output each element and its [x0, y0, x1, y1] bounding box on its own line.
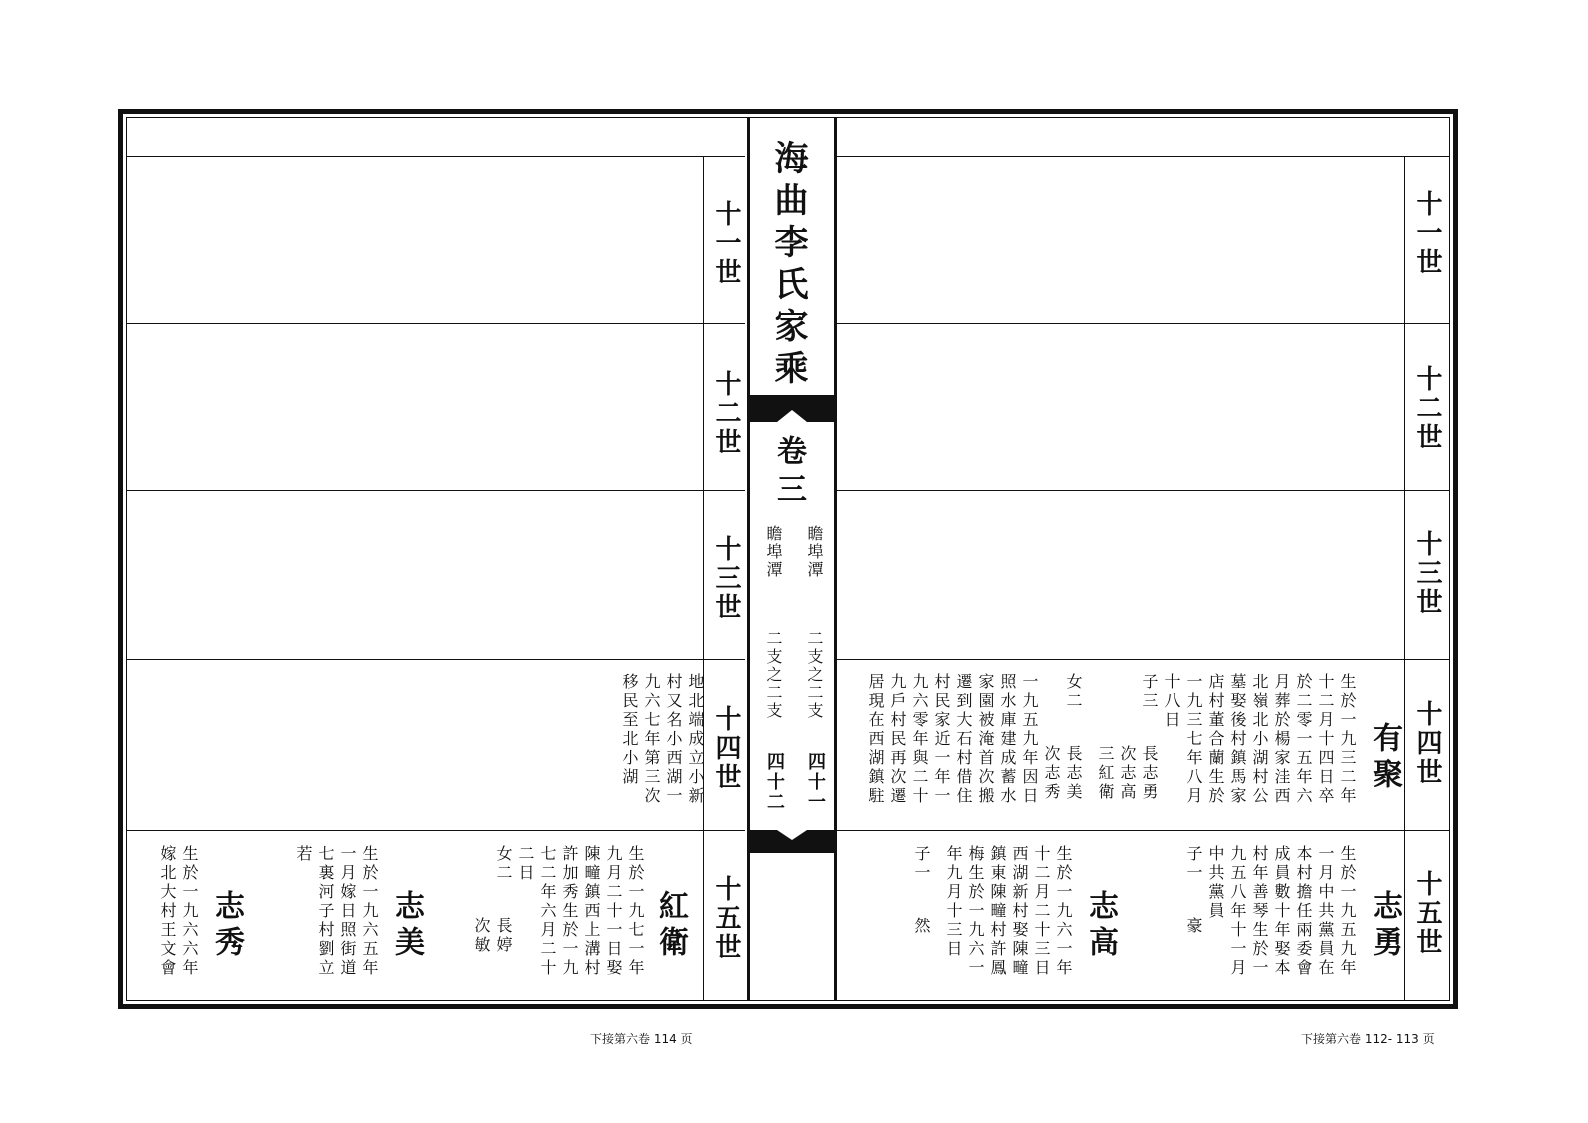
bio-line: 於二零一五年六 [1294, 673, 1313, 806]
bio-line: 十二月十四日卒 [1316, 673, 1335, 806]
bio-line: 一月嫁日照街道 [338, 845, 357, 978]
bio-line: 七裏河子村劉立 [316, 845, 335, 978]
note-line: 九六七年第三次 [642, 673, 661, 806]
volume-label: 卷三 [771, 435, 806, 511]
bio-line: 村年善琴生於一 [1250, 845, 1269, 978]
bio-line: 生於一九六六年 [180, 845, 199, 978]
bio-line: 本村擔任兩委會 [1294, 845, 1313, 978]
note-line: 九戶村民再次遷 [888, 673, 907, 806]
person-name-zhigao: 志高 [1083, 890, 1118, 962]
left-rule-15 [127, 830, 745, 831]
bio-line: 嫁北大村王文會 [158, 845, 177, 978]
bio-line: 鎮東陳疃村許鳳 [988, 845, 1007, 978]
note-line: 村又名小西湖一 [664, 673, 683, 806]
left-gen-label-13: 十三世 [711, 535, 741, 622]
bio-line: 若 [294, 845, 313, 864]
left-gen-label-11: 十一世 [711, 200, 741, 287]
bio-line: 店村董合蘭生於 [1206, 673, 1225, 806]
left-rule-12 [127, 323, 745, 324]
right-gen-column-rule [1404, 156, 1405, 1000]
child-name: 次敏 [472, 917, 491, 955]
note-line: 遷到大石村借住 [954, 673, 973, 806]
right-gen-label-14: 十四世 [1412, 700, 1442, 787]
children-label: 子一 [1184, 845, 1203, 883]
bio-line: 許加秀生於一九 [560, 845, 579, 978]
left-gen-label-15: 十五世 [711, 875, 741, 962]
child-name: 長志勇 [1140, 745, 1159, 802]
branch-name-left: 瞻埠潭 [764, 525, 783, 579]
children-label: 女二 [494, 845, 513, 883]
person-name-youju: 有聚 [1367, 722, 1402, 794]
right-header-rule [837, 156, 1449, 157]
right-gen-label-13: 十三世 [1412, 530, 1442, 617]
right-gen-label-15: 十五世 [1412, 870, 1442, 957]
child-name: 三紅衛 [1096, 745, 1115, 802]
footer-left-continuation: 下接第六卷 114 页 [590, 1032, 693, 1046]
child-name: 長婷 [494, 917, 513, 955]
person-name-zhixiu: 志秀 [209, 890, 244, 962]
bio-line: 二日 [516, 845, 535, 883]
left-gen-column-rule [703, 156, 704, 1000]
sub-branch-left: 二支之二支 [764, 630, 783, 720]
spine-right-border [834, 117, 837, 1001]
right-gen-label-12: 十二世 [1412, 365, 1442, 452]
spine-left-border [747, 117, 750, 1001]
spine-top-chevron [749, 400, 835, 422]
right-gen-label-11: 十一世 [1412, 190, 1442, 277]
spine-bottom-chevron [749, 830, 835, 848]
bio-line: 七二年六月二十 [538, 845, 557, 978]
left-gen-label-14: 十四世 [711, 705, 741, 792]
right-rule-14 [837, 659, 1449, 660]
left-rule-13 [127, 490, 745, 491]
child-name: 長志美 [1064, 745, 1083, 802]
branch-name-right: 瞻埠潭 [805, 525, 824, 579]
bio-line: 月葬於楊家洼西 [1272, 673, 1291, 806]
bio-line: 北嶺北小湖村公 [1250, 673, 1269, 806]
book-title: 海曲李氏家乘 [768, 140, 808, 392]
bio-line: 墓娶後村鎮馬家 [1228, 673, 1247, 806]
note-line: 村民家近一年一 [932, 673, 951, 806]
bio-line: 年九月十三日 [944, 845, 963, 959]
bio-line: 十二月二十三日 [1032, 845, 1051, 978]
left-rule-14 [127, 659, 745, 660]
bio-line: 生於一九六五年 [360, 845, 379, 978]
bio-line: 一月中共黨員在 [1316, 845, 1335, 978]
note-line: 照水庫建成蓄水 [998, 673, 1017, 806]
bio-line: 生於一九六一年 [1054, 845, 1073, 978]
person-name-zhimei: 志美 [389, 890, 424, 962]
bio-line: 十八日 [1162, 673, 1181, 730]
right-rule-15 [837, 830, 1449, 831]
bio-line: 九月二十一日娶 [604, 845, 623, 978]
note-line: 家園被淹首次搬 [976, 673, 995, 806]
left-header-rule [127, 156, 745, 157]
person-name-hongwei: 紅衛 [653, 890, 688, 962]
bio-line: 成員數十年娶本 [1272, 845, 1291, 978]
child-name: 次志高 [1118, 745, 1137, 802]
bio-line: 生於一九七一年 [626, 845, 645, 978]
child-name: 豪 [1184, 917, 1203, 936]
bio-line: 一九三七年八月 [1184, 673, 1203, 806]
children-sons-label: 子三 [1140, 673, 1159, 711]
child-name: 次志秀 [1042, 745, 1061, 802]
bio-line: 九五八年十一月 [1228, 845, 1247, 978]
children-label: 子一 [912, 845, 931, 883]
right-rule-13 [837, 490, 1449, 491]
note-line: 居現在西湖鎮駐 [866, 673, 885, 806]
bio-line: 陳疃鎮西上溝村 [582, 845, 601, 978]
bio-line: 生於一九三二年 [1338, 673, 1357, 806]
note-line: 地北端成立小新 [686, 673, 705, 806]
note-line: 一九五九年因日 [1020, 673, 1039, 806]
bio-line: 生於一九五九年 [1338, 845, 1357, 978]
sub-branch-right: 二支之二支 [805, 630, 824, 720]
children-daughters-label: 女二 [1064, 673, 1083, 711]
bio-line: 西湖新村娶陳疃 [1010, 845, 1029, 978]
footer-right-continuation: 下接第六卷 112- 113 页 [1301, 1032, 1435, 1046]
note-line: 移民至北小湖 [620, 673, 639, 787]
right-rule-12 [837, 323, 1449, 324]
bio-line: 中共黨員 [1206, 845, 1225, 921]
bio-line: 梅生於一九六一 [966, 845, 985, 978]
page-number-right: 四十一 [805, 752, 826, 812]
page-number-left: 四十二 [764, 752, 785, 812]
note-line: 九六零年與二十 [910, 673, 929, 806]
left-gen-label-12: 十二世 [711, 370, 741, 457]
person-name-zhiyong: 志勇 [1367, 890, 1402, 962]
child-name: 然 [912, 917, 931, 936]
